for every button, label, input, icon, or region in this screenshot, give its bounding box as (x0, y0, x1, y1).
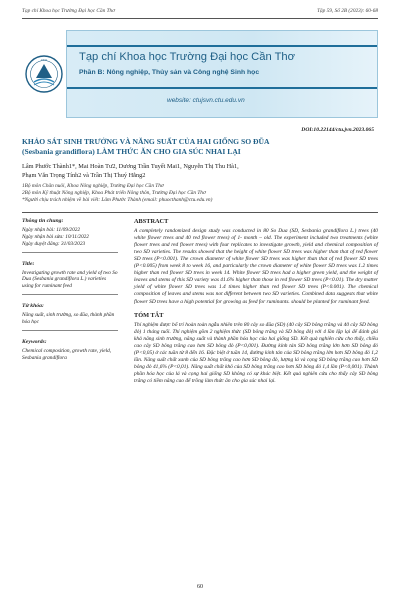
running-header-volume: Tập 59, Số 2B (2023): 60-68 (317, 8, 378, 14)
article-title-line2: (Sesbania grandiflora) LÀM THỨC ĂN CHO GIA SÚC NHAI LẠI (22, 147, 241, 156)
en-keywords-section (22, 339, 118, 366)
header-rule (22, 18, 378, 19)
tom-tat-text: Thí nghiệm được bố trí hoàn toàn ngẫu nhiên trên 80 cây so đũa (SD) (40 cây SD bông trắng và 40 cây SD bông đỏ) 1 tháng tuổi. Thí nghiệm gồm 2 nghiệm thức (SD bông trắng và SD bông đỏ) với 4 lần lặp lại để đánh giá khả năng sinh trưởng, năng suất và thành phần hóa học của hai giống SD. Kết quả nghiên cứu cho thấy, chiều cao cây SD bông trắng cao hơn SD bông đỏ (P<0,001). Đường kính tán SD bông trắng lớn hơn SD bông đỏ (P<0,05) ở các tuần từ 8 đến 16. Đặc biệt ở tuần 14, đường kính tán của SD bông trắng lớn hơn SD bông đỏ 1,2 lần. Năng suất chất xanh của SD bông trắng cao hơn SD bông đỏ, lượng lá và cọng SD bông trắng cao hơn SD bông đỏ 41,6% (P<0,01). Năng suất chất khô của SD bông trắng cao hơn SD bông đỏ 1,4 lần (P<0,001). Thành phần hóa học của lá và cọng hai giống SD không có sự khác biệt. Kết quả nghiên cứu cho thấy cây SD bông trắng có tiềm năng cao để trồng làm thức ăn cho gia súc nhai lại. (134, 321, 378, 384)
author-line1: Lâm Phước Thành1*, Mai Hoàn Tư2, Dương Trần Tuyết Mai1, Nguyễn Thị Thu Hà1, (22, 163, 239, 170)
info-section (22, 218, 118, 253)
banner-stripe-bottom (67, 87, 377, 89)
journal-section: Phần B: Nông nghiệp, Thủy sản và Công nghệ Sinh học (79, 69, 260, 76)
doi-link[interactable]: DOI:10.22144/ctu.jvn.2023.065 (301, 127, 374, 133)
info-heading: Thông tin chung: (22, 218, 64, 224)
banner-body (66, 30, 378, 118)
abstract-column (134, 218, 378, 391)
date-revised: Ngày nhận bài sửa: 10/11/2022 (22, 233, 89, 240)
date-accepted: Ngày duyệt đăng: 31/03/2023 (22, 240, 86, 247)
article-info-sidebar (22, 218, 118, 374)
page-number: 60 (197, 584, 203, 590)
journal-logo (22, 30, 66, 118)
en-keywords-text: Chemical composition, growth rate, yield, Sesbania grandiflora (22, 347, 112, 361)
journal-title: Tạp chí Khoa học Trường Đại học Cần Thơ (79, 51, 295, 63)
vi-keywords-text: Năng suất, sinh trưởng, so đũa, thành phần hóa học (22, 312, 115, 326)
banner-stripe-top (67, 45, 377, 47)
running-header-journal: Tạp chí Khoa học Trường Đại học Cần Thơ (22, 8, 116, 14)
author-list (22, 163, 378, 180)
abstract-heading: ABSTRACT (134, 218, 169, 225)
article-title-line1: KHẢO SÁT SINH TRƯỞNG VÀ NĂNG SUẤT CỦA HAI GIỐNG SO ĐŨA (22, 137, 270, 146)
affiliations (22, 183, 378, 204)
svg-text:CTU: CTU (40, 58, 48, 62)
english-title-section (22, 261, 118, 296)
english-title-text: Investigating growth rate and yield of two So Dua (Sesbania grandiflora L.) varieties using for ruminant feed (22, 269, 118, 290)
affiliation-1: 1Bộ môn Chăn nuôi, Khoa Nông nghiệp, Trường Đại học Cần Thơ (22, 183, 164, 189)
english-title-heading: Title: (22, 260, 35, 267)
tom-tat-heading: TÓM TẮT (134, 311, 164, 319)
journal-banner (22, 30, 378, 118)
date-received: Ngày nhận bài: 11/09/2022 (22, 226, 81, 233)
university-seal-icon (22, 30, 66, 118)
journal-website-link[interactable]: website: ctujsvn.ctu.edu.vn (167, 97, 245, 104)
article-title (22, 137, 378, 157)
author-line2: Phạm Văn Trọng Tính2 và Trần Thị Thuý Hằng2 (22, 171, 146, 179)
vi-keywords-section (22, 303, 118, 331)
vi-keywords-heading: Từ khóa: (22, 303, 44, 310)
affiliation-rule (22, 212, 378, 213)
running-header (22, 8, 378, 14)
affiliation-2: 2Bộ môn Kỹ thuật Nông nghiệp, Khoa Phát triển Nông thôn, Trường Đại học Cần Thơ (22, 190, 206, 196)
abstract-text: A completely randomized design study was conducted in 80 So Dua (SD, Sesbania grandiflora L.) trees (40 white flower trees and 40 red flower trees) of 1- month – old. The experiment included two treatments (white flower trees and red flower trees) with four replicates to investigate growth, yield and chemical composition of two SD varieties. The results showed that the height of white flower SD trees was higher than that of red flower SD trees (P<0.001). The crown diameter of white flower SD trees was higher than that of red flower SD trees (P<0.005) from week 8 to week 16, and particularly the crown diameter of white flower SD trees was 1.2 times higher than red flower SD trees in week 14. White flower SD trees had a higher green yield, and the weight of leaves and stems of this SD variety was 41.6% higher than those in red flower SD trees (P<0.01). The dry matter yield of white flower SD trees was 1.4 times higher than red flower SD trees (P<0.001). The chemical composition of leaves and stems was not different between two SD varieties. Combined data suggests that white flower SD trees have a high potential for growing as feed for ruminants. should be planted for ruminant feed. (134, 228, 378, 305)
en-keywords-heading: Keywords: (22, 338, 47, 345)
correspondence: *Người chịu trách nhiệm về bài viết: Lâm Phước Thành (email: phuocthanh@ctu.edu.vn) (22, 197, 213, 203)
